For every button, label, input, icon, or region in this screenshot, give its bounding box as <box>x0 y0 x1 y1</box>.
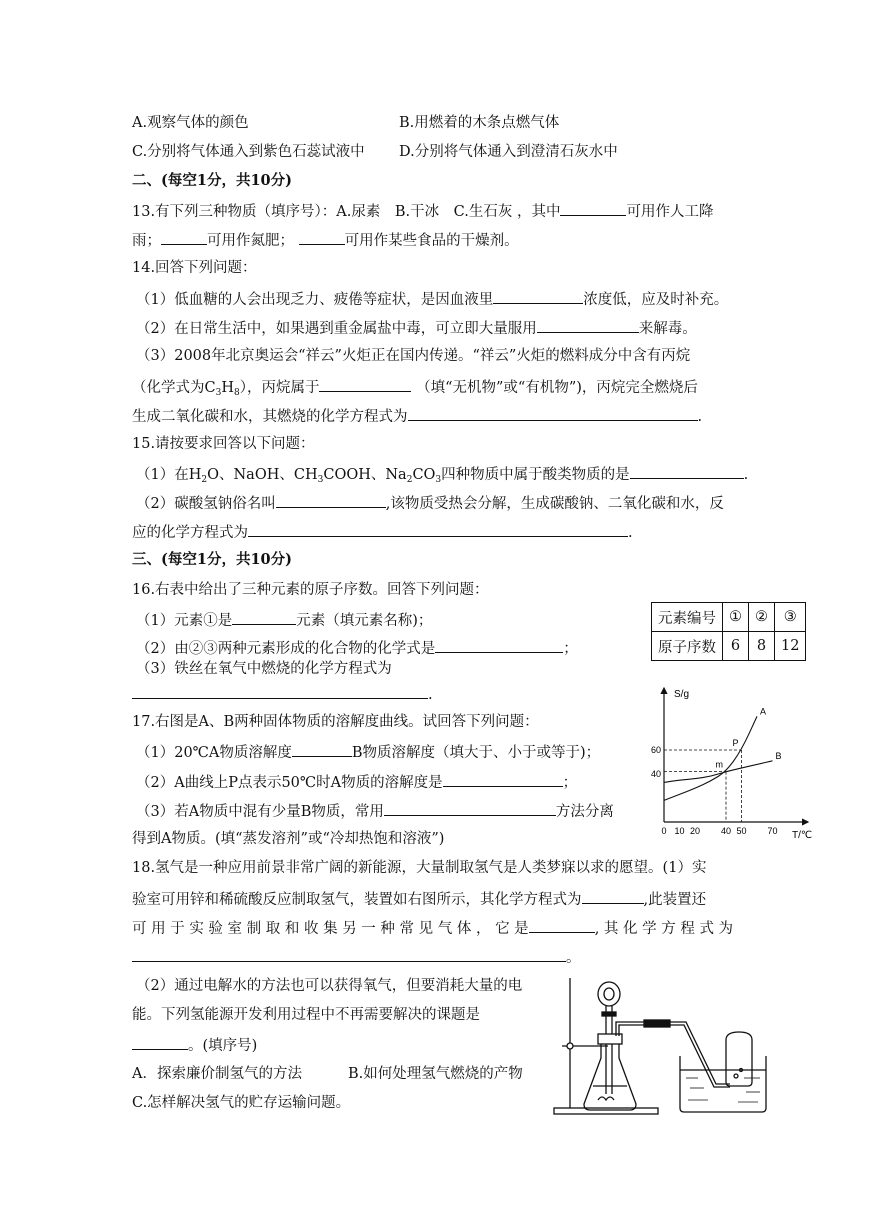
q13-text: 可用作某些食品的干燥剂。 <box>344 233 519 249</box>
solubility-chart <box>648 684 818 840</box>
q15-text: 应的化学方程式为 <box>132 525 248 541</box>
subscript: 8 <box>234 388 240 398</box>
x-tick-label: 20 <box>689 826 701 836</box>
q18-text: , 其 化 学 方 程 式 为 <box>594 921 734 937</box>
q15-part1 <box>136 463 748 485</box>
q14-head: 14.回答下列问题： <box>132 260 257 276</box>
q18-part2-line3 <box>132 1034 257 1056</box>
q14-text: . <box>697 409 703 425</box>
q14-text: H <box>221 380 234 396</box>
answer-blank <box>582 888 644 904</box>
q18-part2-line2: 能。下列氢能源开发利用过程中不再需要解决的课题是 <box>132 1007 480 1023</box>
funnel-bulb <box>598 982 620 1006</box>
x-tick-label: 10 <box>674 826 685 836</box>
subscript: 3 <box>435 475 442 485</box>
q16-part3-answer <box>132 683 433 705</box>
gas-collection-bottle <box>726 1040 752 1086</box>
q15-head: 15.请按要求回答以下问题： <box>132 436 315 452</box>
y-tick-label: 60 <box>650 745 661 755</box>
stand-base <box>554 1108 658 1114</box>
q14-text: 来解毒。 <box>638 321 697 337</box>
q13-line1 <box>132 200 713 222</box>
q18-text: 验室可用锌和稀硫酸反应制取氢气，装置如右图所示，其化学方程式为 <box>132 892 582 908</box>
option-a: A.观察气体的颜色 <box>132 115 249 131</box>
q17-text: 方法分离 <box>555 804 614 820</box>
q15-part2 <box>136 492 724 514</box>
q17-text: B物质溶解度（填大于、小于或等于)； <box>351 745 601 761</box>
option-a-h2: A．探索廉价制氢气的方法 <box>132 1066 302 1082</box>
q15-text: （1）在H <box>136 467 202 483</box>
q14-text: （2）在日常生活中，如果遇到重金属盐中毒，可立即大量服用 <box>136 321 537 337</box>
q14-part2 <box>136 317 697 339</box>
q15-text: （2）碳酸氢钠俗名叫 <box>136 496 276 512</box>
answer-blank <box>630 463 744 479</box>
series-label: A <box>760 706 767 717</box>
table-cell: 元素编号 <box>652 603 723 632</box>
q17-part3-line2: 得到A物质。(填“蒸发溶剂”或“冷却热饱和溶液”) <box>132 831 445 847</box>
delivery-tube <box>616 1022 730 1084</box>
x-tick-label: 70 <box>767 826 778 836</box>
q18-text: ,此装置还 <box>643 892 707 908</box>
q15-text: . <box>743 467 749 483</box>
q14-text: （1）低血糖的人会出现乏力、疲倦等症状，是因血液里 <box>136 292 494 308</box>
q17-head: 17.右图是A、B两种固体物质的溶解度曲线。试回答下列问题： <box>132 714 539 730</box>
series-label: B <box>775 750 782 761</box>
q18-part2-line1: （2）通过电解水的方法也可以获得氧气，但要消耗大量的电 <box>136 978 523 994</box>
answer-blank <box>248 521 628 537</box>
water-hatching <box>686 1078 760 1102</box>
q15-text: COOH、Na <box>323 467 407 483</box>
q17-part2 <box>136 771 577 793</box>
q13-text: 雨； <box>132 233 161 249</box>
q16-head: 16.右表中给出了三种元素的原子序数。回答下列问题： <box>132 582 489 598</box>
bottle-shoulder <box>726 1032 752 1040</box>
answer-blank <box>299 229 345 245</box>
answer-blank <box>319 376 411 392</box>
q18-line1: 18.氢气是一种应用前景非常广阔的新能源，大量制取氢气是人类梦寐以求的愿望。(1）实 <box>132 860 707 876</box>
q18-text: 。 <box>566 950 581 966</box>
table-cell: 8 <box>749 632 775 661</box>
q15-text: CO <box>412 467 436 483</box>
subscript: 3 <box>317 475 324 485</box>
q17-part1 <box>136 741 600 763</box>
q16-part3: （3）铁丝在氧气中燃烧的化学方程式为 <box>136 661 392 677</box>
x-tick-label: 40 <box>720 826 732 836</box>
table-cell: 12 <box>775 632 806 661</box>
table-cell: ① <box>723 603 749 632</box>
answer-blank <box>443 771 563 787</box>
q13-text: 可用作人工降 <box>626 204 714 220</box>
table-cell: 原子序数 <box>652 632 723 661</box>
q13-text: 13.有下列三种物质（填序号）：A.尿素 B.干冰 C.生石灰 ，其中 <box>132 204 561 220</box>
answer-blank <box>560 200 626 216</box>
funnel-stopcock <box>602 1012 616 1016</box>
section-2-title: 二、(每空1分，共10分) <box>132 172 292 189</box>
q14-text: 浓度低，应及时补充。 <box>583 292 729 308</box>
answer-blank <box>132 1034 188 1050</box>
option-b: B.用燃着的木条点燃气体 <box>399 115 560 131</box>
q16-text: 元素（填元素名称)； <box>296 613 433 629</box>
q15-text: ,该物质受热会分解，生成碳酸钠、二氧化碳和水，反 <box>385 496 724 512</box>
table-cell: ③ <box>775 603 806 632</box>
point-label: m <box>715 759 723 770</box>
q13-text: 可用作氮肥； <box>207 233 294 249</box>
answer-blank <box>292 741 352 757</box>
q18-text: 可 用 于 实 验 室 制 取 和 收 集 另 一 种 常 见 气 体 ， 它 是 <box>132 921 529 937</box>
section-3-title: 三、(每空1分，共10分) <box>132 551 292 568</box>
q14-part1 <box>136 288 728 310</box>
table-row <box>652 603 806 632</box>
q17-text: （3）若A物质中混有少量B物质，常用 <box>136 804 384 820</box>
q18-line4 <box>132 946 581 968</box>
answer-blank <box>435 637 563 653</box>
q15-text: 四种物质中属于酸类物质的是 <box>441 467 630 483</box>
subscript: 3 <box>215 388 222 398</box>
q15-text: O、NaOH、CH <box>207 467 318 483</box>
x-tick-label: 0 <box>661 826 667 836</box>
answer-blank <box>232 609 296 625</box>
q14-text: 生成二氧化碳和水，其燃烧的化学方程式为 <box>132 409 408 425</box>
table-cell: ② <box>749 603 775 632</box>
answer-blank <box>132 946 566 962</box>
q18-line2 <box>132 888 706 910</box>
table-cell: 6 <box>723 632 749 661</box>
option-c-h2: C.怎样解决氢气的贮存运输问题。 <box>132 1095 351 1111</box>
q13-line2 <box>132 229 519 251</box>
answer-blank <box>384 800 556 816</box>
x-tick-label: 50 <box>736 826 747 836</box>
subscript: 2 <box>406 475 413 485</box>
q18-text: 。(填序号) <box>188 1038 258 1054</box>
answer-blank <box>161 229 207 245</box>
gas-bubble <box>734 1074 738 1078</box>
q16-text: （2）由②③两种元素形成的化合物的化学式是 <box>136 641 436 657</box>
point-label: P <box>732 738 739 748</box>
q16-text: ； <box>563 641 578 657</box>
q17-text: （1）20℃A物质溶解度 <box>136 745 292 761</box>
subscript: 2 <box>201 475 208 485</box>
q16-text: （1）元素①是 <box>136 613 233 629</box>
q16-text: . <box>428 687 433 703</box>
y-tick-label: 40 <box>650 769 661 779</box>
q17-text: （2）A曲线上P点表示50℃时A物质的溶解度是 <box>136 775 443 791</box>
funnel-bulb-inner <box>604 988 614 1000</box>
conical-flask <box>584 1044 636 1110</box>
q14-part3-line3 <box>132 405 702 427</box>
q18-line3 <box>132 917 733 939</box>
x-axis-label: T/℃ <box>792 830 813 840</box>
answer-blank <box>132 683 428 699</box>
option-c: C.分别将气体通入到紫色石蕊试液中 <box>132 144 365 160</box>
q14-part3-line1: （3）2008年北京奥运会“祥云”火炬正在国内传递。“祥云”火炬的燃料成分中含有丙烷 <box>136 348 691 364</box>
hydrogen-apparatus-diagram <box>548 974 770 1122</box>
element-table <box>651 602 806 661</box>
answer-blank <box>408 405 698 421</box>
q14-text: （填“无机物”或“有机物”)，丙烷完全燃烧后 <box>416 380 698 396</box>
answer-blank <box>493 288 583 304</box>
q14-text: ），丙烷属于 <box>239 380 320 396</box>
answer-blank <box>529 917 595 933</box>
answer-blank <box>276 492 386 508</box>
answer-blank <box>537 317 639 333</box>
clamp-knob <box>567 1043 573 1049</box>
q14-part3-line2 <box>132 376 698 398</box>
table-row <box>652 632 806 661</box>
rubber-tube <box>644 1020 670 1027</box>
q17-part3 <box>136 800 614 822</box>
q14-text: （化学式为C <box>132 380 216 396</box>
q16-part1 <box>136 609 432 631</box>
zinc-granules <box>598 1097 614 1100</box>
q15-text: . <box>628 525 633 541</box>
y-axis-label: S/g <box>674 689 690 700</box>
option-d: D.分别将气体通入到澄清石灰水中 <box>399 144 618 160</box>
q16-part2 <box>136 637 578 659</box>
option-b-h2: B.如何处理氢气燃烧的产物 <box>348 1066 523 1082</box>
solubility-curve-A <box>664 716 757 800</box>
q17-text: ； <box>562 775 578 791</box>
q15-part2-line2 <box>132 521 633 543</box>
